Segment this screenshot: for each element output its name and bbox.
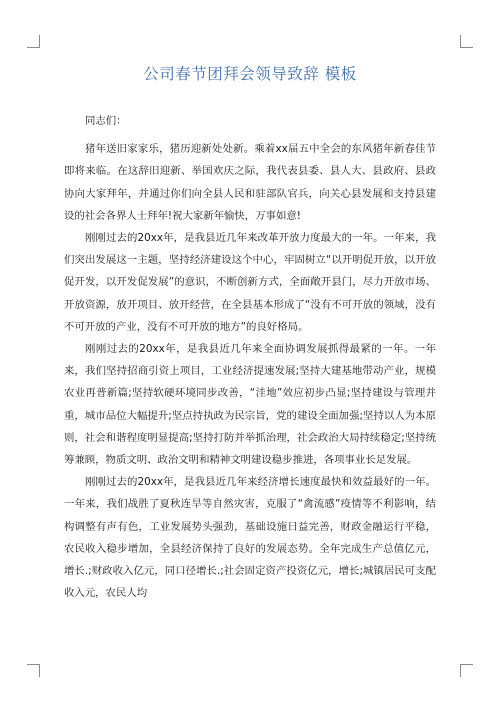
document-title: 公司春节团拜会领导致辞 模板 [143, 65, 357, 83]
crop-mark-top-left [27, 35, 40, 48]
paragraph-coordinated-development: 刚刚过去的20xx年，是我县近几年来全面协调发展抓得最紧的一年。一年来，我们坚持招商引资上项目，工业经济提速发展;坚持大建基地带动产业，规模农业再普新篇;坚持软硬环境同步改善，“洼地”效应初步凸显;坚持建设与管理并重，城市品位大幅提升;坚点持执政为民宗旨，党的建设全面加强;坚持以人为本原则，社会和谐程度明显提高;坚持打防并举抓治理，社会政治大局持续稳定;坚持统筹兼顾，物质文明、政治文明和精神文明建设稳步推进，各项事业长足发展。 [64, 343, 436, 467]
document-body [64, 110, 436, 604]
paragraph-economic-growth: 刚刚过去的20xx年，是我县近几年来经济增长速度最快和效益最好的一年。一年来，我们战胜了夏秋连旱等自然灾害，克服了“禽流感”疫情等不利影响，结构调整有声有色，工业发展势头强劲，基础设施日益完善，财政金融运行平稳，农民收入稳步增加，全县经济保持了良好的发展态势。全年完成生产总值亿元，增长.;财政收入亿元，同口径增长.;社会固定资产投资亿元，增长;城镇居民可支配收入元，农民人均 [64, 476, 436, 600]
crop-mark-bottom-right [460, 664, 473, 677]
crop-mark-top-right [460, 35, 473, 48]
salutation: 同志们： [85, 115, 127, 127]
paragraph-reform-opening: 刚刚过去的20xx年，是我县近几年来改革开放力度最大的一年。一年来，我们突出发展这一主题，坚持经济建设这个中心，牢固树立“以开明促开放，以开放促开发，以开发促发展”的意识，不断创新方式，全面敞开县门，尽力开放市场、开放资源，放开项目、放开经营，在全县基本形成了“没有不可开放的领域，没有不可开放的产业，没有不可开放的地方”的良好格局。 [64, 232, 436, 333]
paragraph-greeting: 猪年送旧家家乐，猪历迎新处处新。乘着xx届五中全会的东风猪年新春佳节即将来临。在这辞旧迎新、举国欢庆之际，我代表县委、县人大、县政府、县政协向大家拜年，并通过你们向全县人民和驻部队官兵，向关心县发展和支持县建设的社会各界人士拜年!祝大家新年愉快，万事如意! [64, 143, 436, 222]
crop-mark-bottom-left [27, 664, 40, 677]
